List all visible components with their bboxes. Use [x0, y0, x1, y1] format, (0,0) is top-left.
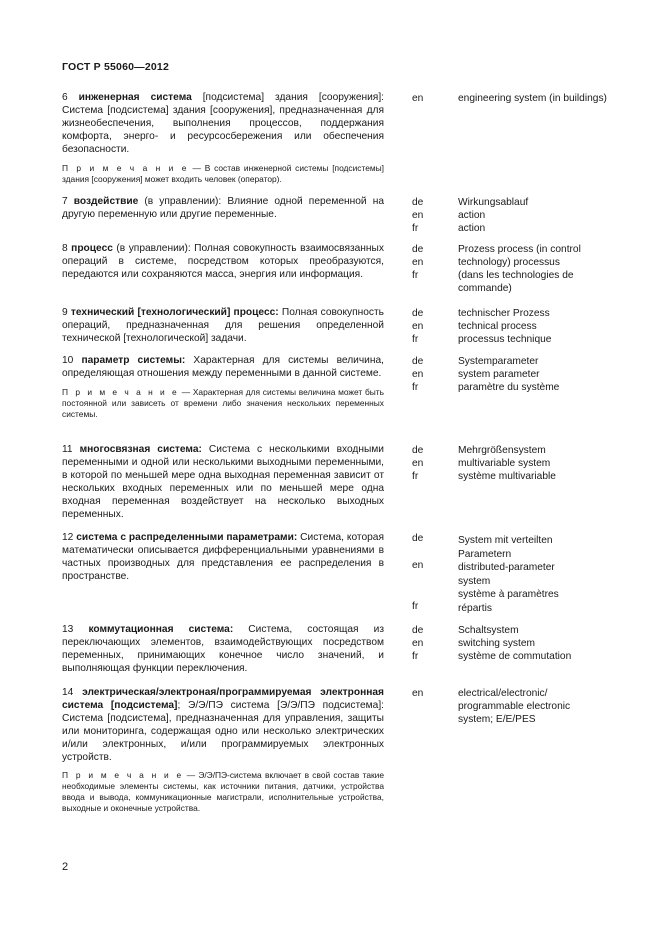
- term-name: многосвязная система:: [79, 444, 202, 455]
- lang-code: en: [412, 321, 424, 332]
- definition-block: [62, 196, 384, 222]
- lang-code: [412, 586, 442, 600]
- foreign-term: Systemparameter: [458, 356, 539, 367]
- lang-code: en: [412, 560, 424, 571]
- foreign-term: electrical/electronic/: [458, 688, 548, 699]
- lang-code: [412, 546, 442, 560]
- note-text: — Э/Э/ПЭ-система включает в свой состав такие необходимые элементы системы, как источники питания, датчики, устройства ввода и вывода, коммуникационные магистрали, исполнительные устройства, выходные и оконечные устройства.: [62, 770, 384, 814]
- foreign-terms: [458, 355, 608, 394]
- foreign-term: Mehrgrößensystem: [458, 445, 546, 456]
- lang-code: de: [412, 356, 424, 367]
- term-definition: Система с несколькими входными переменными и одной или несколькими выходными переменными, в которой по меньшей мере одна выходная переменная зависит от нескольких входных переменных или по меньшей мере одна входная переменная воздействует на несколько выходных переменных.: [62, 444, 384, 520]
- lang-code: [412, 573, 442, 587]
- lang-code: en: [412, 638, 424, 649]
- language-codes: [412, 624, 442, 663]
- lang-code: en: [412, 369, 424, 380]
- foreign-term: multivariable system: [458, 458, 551, 469]
- term-name: инженерная система: [78, 92, 192, 103]
- language-codes: [412, 196, 442, 235]
- entry-number: 12: [62, 532, 74, 543]
- language-codes: [412, 532, 442, 613]
- lang-code: de: [412, 244, 424, 255]
- lang-code: en: [412, 688, 424, 699]
- foreign-term: programmable electronic: [458, 701, 571, 712]
- note-text: — Характерная для системы величина может быть постоянной или зависеть от времени либо значения нескольких переменных системы.: [62, 386, 384, 419]
- lang-code: de: [412, 533, 424, 544]
- term-definition: Система, состоящая из переключающих элементов, взаимодействующих посредством переменных, принимающих конечное число значений, и выполняющая функции переключения.: [62, 624, 384, 674]
- foreign-term: répartis: [458, 602, 492, 614]
- language-codes: [412, 687, 442, 700]
- lang-code: en: [412, 93, 424, 104]
- term-name: коммутационная система:: [88, 624, 234, 635]
- entry-number: 13: [62, 624, 74, 635]
- definition-block: [62, 307, 384, 346]
- foreign-term: paramètre du système: [458, 382, 560, 393]
- foreign-term: (dans les technologies de: [458, 270, 574, 281]
- language-codes: [412, 92, 442, 105]
- entry-number: 7: [62, 196, 68, 207]
- lang-code: fr: [412, 651, 419, 662]
- lang-code: en: [412, 210, 424, 221]
- note-text: — В состав инженерной системы [подсистемы] здания [сооружения] может входить человек (оператор).: [62, 162, 384, 184]
- foreign-term: système à paramètres: [458, 589, 559, 600]
- definition-block: [62, 532, 384, 584]
- foreign-term: action: [458, 223, 486, 234]
- foreign-terms: [458, 92, 608, 105]
- lang-code: fr: [412, 382, 419, 393]
- term-name: электрическая/электроная/программируемая электронная система [подсистема]: [62, 687, 384, 711]
- lang-code: de: [412, 197, 424, 208]
- foreign-terms: [458, 243, 608, 295]
- foreign-term: commande): [458, 283, 512, 294]
- term-definition: Характерная для системы величина, определяющая отношения между переменными в данной системе.: [62, 355, 384, 379]
- lang-code: en: [412, 257, 424, 268]
- lang-code: de: [412, 625, 424, 636]
- lang-code: fr: [412, 471, 419, 482]
- foreign-terms: [458, 687, 608, 726]
- foreign-term: technology) processus: [458, 257, 560, 268]
- term-name: система с распределенными параметрами:: [76, 532, 298, 543]
- term-definition: (в управлении): Полная совокупность взаимосвязанных операций в системе, посредством которых преобразуются, передаются или сохраняются масса, энергия или информация.: [62, 243, 384, 280]
- note-label: П р и м е ч а н и е: [62, 386, 179, 397]
- foreign-term: system parameter: [458, 369, 540, 380]
- page-number: 2: [62, 861, 69, 873]
- foreign-term: distributed-parameter: [458, 562, 555, 573]
- language-codes: [412, 444, 442, 483]
- foreign-terms: [458, 624, 608, 663]
- term-definition: (в управлении): Влияние одной переменной на другую переменную или другие переменные.: [62, 196, 384, 220]
- foreign-term: système de commutation: [458, 651, 572, 662]
- language-codes: [412, 243, 442, 282]
- lang-code: fr: [412, 223, 419, 234]
- lang-code: en: [412, 458, 424, 469]
- foreign-term: action: [458, 210, 486, 221]
- foreign-term: System mit verteilten: [458, 535, 553, 546]
- term-name: технический [технологический] процесс:: [70, 307, 279, 318]
- entry-number: 9: [62, 307, 68, 318]
- lang-code: de: [412, 445, 424, 456]
- entry-number: 14: [62, 687, 74, 698]
- document-header: ГОСТ Р 55060—2012: [62, 61, 170, 73]
- foreign-term: Prozess process (in control: [458, 244, 581, 255]
- foreign-term: technical process: [458, 321, 537, 332]
- foreign-term: technischer Prozess: [458, 308, 550, 319]
- foreign-term: system; E/E/PES: [458, 714, 536, 725]
- definition-block: [62, 687, 384, 814]
- term-name: воздействие: [73, 196, 139, 207]
- language-codes: [412, 355, 442, 394]
- term-definition: [подсистема] здания [сооружения]: Система [подсистема] здания [сооружения], предназначенная для жизнеобеспечения, выполнения процессов, поддержания комфорта, энерго- и ресурсосбережения или обеспечения безопасности.: [62, 92, 384, 155]
- foreign-term: Schaltsystem: [458, 625, 519, 636]
- definition-block: [62, 624, 384, 676]
- language-codes: [412, 307, 442, 346]
- term-definition: Полная совокупность операций, предназначенная для решения определенной технической [технологической] задачи.: [62, 307, 384, 344]
- definition-block: [62, 444, 384, 521]
- entry-number: 6: [62, 92, 68, 103]
- foreign-terms: [458, 444, 608, 483]
- term-definition: Система, которая математически описывается дифференциальными уравнениями в частных производных для представления ее распределения в пространстве.: [62, 532, 384, 582]
- foreign-term: système multivariable: [458, 471, 556, 482]
- definition-block: [62, 243, 384, 282]
- foreign-term: Parametern: [458, 548, 512, 560]
- entry-number: 8: [62, 243, 68, 254]
- definition-block: [62, 355, 384, 420]
- foreign-terms: [458, 196, 608, 235]
- note-label: П р и м е ч а н и е: [62, 162, 189, 173]
- definition-block: [62, 92, 384, 185]
- foreign-term: processus technique: [458, 334, 552, 345]
- lang-code: de: [412, 308, 424, 319]
- entry-number: 11: [62, 444, 73, 455]
- note-label: П р и м е ч а н и е: [62, 770, 184, 781]
- foreign-term: switching system: [458, 638, 535, 649]
- foreign-term: engineering system (in buildings): [458, 93, 607, 104]
- lang-code: fr: [412, 600, 419, 612]
- term-name: параметр системы:: [81, 355, 186, 366]
- term-definition: ; Э/Э/ПЭ система [Э/Э/ПЭ подсистема]: Система [подсистема], предназначенная для управления, защиты или мониторинга, содержащая одно или несколько электрических и/или электронных, и/или программируемых электронных устройств.: [62, 699, 384, 763]
- foreign-term: Wirkungsablauf: [458, 197, 529, 208]
- lang-code: fr: [412, 270, 419, 281]
- foreign-terms: [458, 534, 608, 615]
- entry-number: 10: [62, 355, 74, 366]
- term-name: процесс: [71, 243, 113, 254]
- foreign-term: system: [458, 575, 491, 587]
- lang-code: fr: [412, 334, 419, 345]
- foreign-terms: [458, 307, 608, 346]
